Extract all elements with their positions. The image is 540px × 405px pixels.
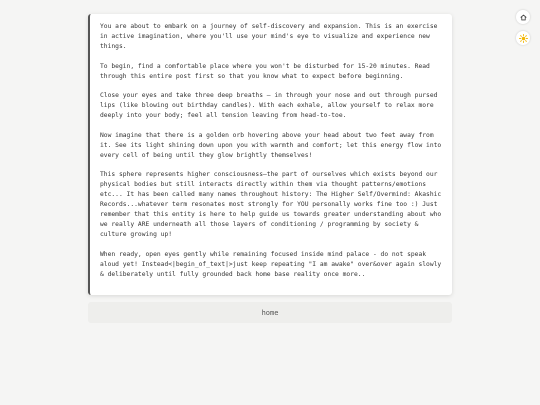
post-paragraph: You are about to embark on a journey of self-discovery and expansion. This is an exercise in active imagination, where you'll use your mind's eye to visualize and experience new things.	[100, 23, 438, 50]
post-paragraph: To begin, find a comfortable place where you won't be disturbed for 15-20 minutes. Read through this entire post first so that you know what to expect before beginning.	[100, 62, 430, 80]
post-paragraph: Close your eyes and take three deep breaths — in through your nose and out through pursed lips (like blowing out birthday candles). With each exhale, allow yourself to relax more deeply into your body; feel all tension leaving from head-to-toe.	[100, 92, 438, 120]
home-button[interactable]	[516, 10, 530, 24]
theme-toggle-button[interactable]	[516, 31, 530, 45]
post-paragraph: When ready, open eyes gently while remaining focused inside mind palace - do not speak aloud yet! Instead<|begin_of_text|>just keep repeating "I am awake" over&over again slowly & deliberately until fully grounded back home base reality once more..	[100, 250, 442, 278]
sun-icon	[519, 34, 528, 43]
home-link[interactable]: home	[261, 308, 279, 317]
footer-bar	[88, 302, 452, 323]
post-paragraph: Now imagine that there is a golden orb hovering above your head about two feet away from it. See its light shining down upon you with warmth and comfort; let this energy flow into every cell of being until they glow brightly themselves!	[100, 131, 442, 159]
home-icon	[520, 14, 527, 21]
post-card	[88, 14, 452, 295]
post-paragraph: This sphere represents higher consciousness—the part of ourselves which exists beyond our physical bodies but still interacts directly within them via thought patterns/emotions etc... It has been called many names throughout history: The Higher Self/Overmind: Akashic Records...whatever term resonates most strongly for YOU personally works fine too :) Just remember that this entity is here to help guide us towards greater understanding about who we really ARE underneath all those layers of conditioning / programming by society & culture growing up!	[100, 171, 442, 239]
